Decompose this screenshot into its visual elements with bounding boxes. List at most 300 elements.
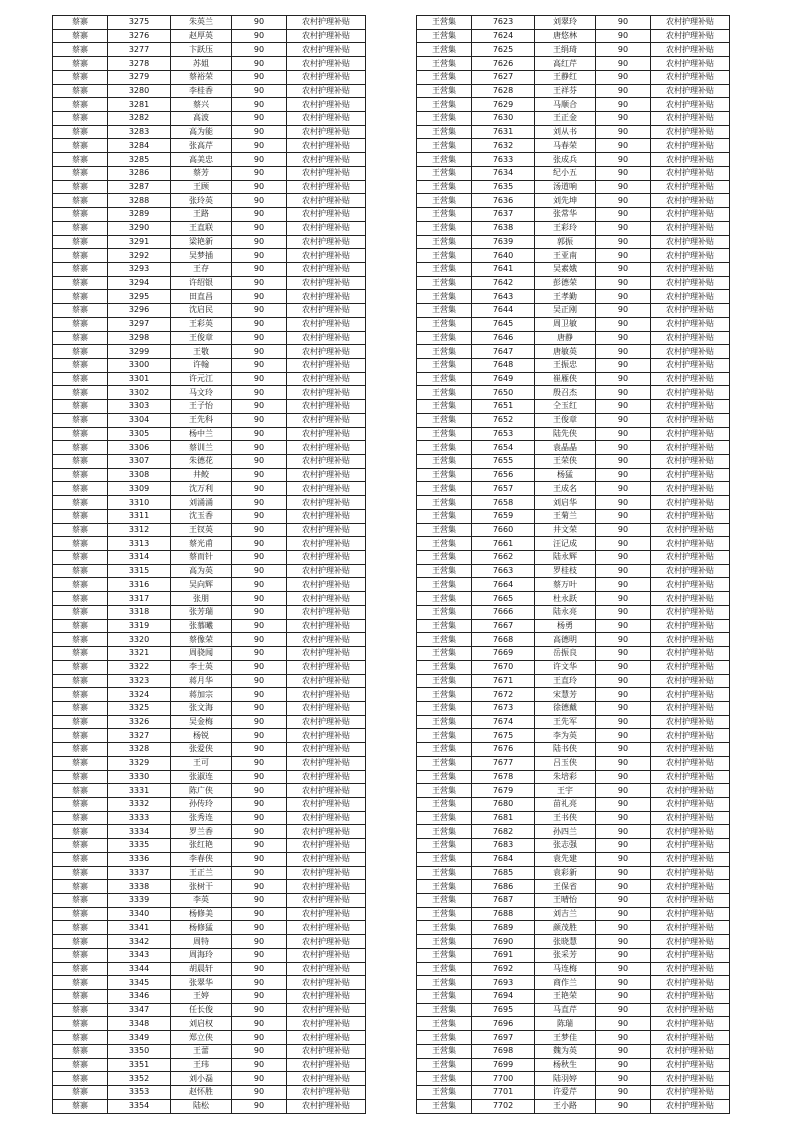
table-row bbox=[417, 139, 730, 153]
amount-cell: 90 bbox=[596, 317, 651, 331]
subsidy-type-cell: 农村护理补贴 bbox=[651, 139, 730, 153]
serial-number-cell: 7625 bbox=[472, 43, 535, 57]
serial-number-cell: 7631 bbox=[472, 125, 535, 139]
subsidy-type-cell: 农村护理补贴 bbox=[651, 605, 730, 619]
subsidy-type-cell: 农村护理补贴 bbox=[287, 16, 366, 30]
name-cell: 马连梅 bbox=[535, 962, 596, 976]
subsidy-type-cell: 农村护理补贴 bbox=[651, 194, 730, 208]
name-cell: 汪记成 bbox=[535, 537, 596, 551]
serial-number-cell: 3331 bbox=[108, 784, 171, 798]
name-cell: 蔡芳 bbox=[171, 166, 232, 180]
village-cell: 蔡寨 bbox=[53, 523, 108, 537]
subsidy-type-cell: 农村护理补贴 bbox=[287, 372, 366, 386]
table-row bbox=[417, 825, 730, 839]
serial-number-cell: 7650 bbox=[472, 386, 535, 400]
amount-cell: 90 bbox=[596, 139, 651, 153]
subsidy-type-cell: 农村护理补贴 bbox=[287, 756, 366, 770]
village-cell: 蔡寨 bbox=[53, 1031, 108, 1045]
amount-cell: 90 bbox=[232, 29, 287, 43]
amount-cell: 90 bbox=[232, 935, 287, 949]
village-cell: 王营集 bbox=[417, 688, 472, 702]
village-cell: 蔡寨 bbox=[53, 797, 108, 811]
subsidy-type-cell: 农村护理补贴 bbox=[287, 674, 366, 688]
village-cell: 王营集 bbox=[417, 70, 472, 84]
subsidy-type-cell: 农村护理补贴 bbox=[651, 715, 730, 729]
subsidy-type-cell: 农村护理补贴 bbox=[287, 1072, 366, 1086]
table-row bbox=[53, 413, 366, 427]
table-row bbox=[53, 523, 366, 537]
village-cell: 蔡寨 bbox=[53, 660, 108, 674]
name-cell: 袁彩新 bbox=[535, 866, 596, 880]
serial-number-cell: 3325 bbox=[108, 701, 171, 715]
table-row bbox=[417, 317, 730, 331]
subsidy-type-cell: 农村护理补贴 bbox=[651, 235, 730, 249]
village-cell: 蔡寨 bbox=[53, 427, 108, 441]
name-cell: 王宇 bbox=[535, 784, 596, 798]
name-cell: 王梦佳 bbox=[535, 1031, 596, 1045]
name-cell: 杨猛 bbox=[535, 468, 596, 482]
subsidy-type-cell: 农村护理补贴 bbox=[287, 509, 366, 523]
name-cell: 高红芹 bbox=[535, 57, 596, 71]
serial-number-cell: 3342 bbox=[108, 935, 171, 949]
village-cell: 王营集 bbox=[417, 797, 472, 811]
table-row bbox=[417, 1058, 730, 1072]
table-row bbox=[417, 194, 730, 208]
table-row bbox=[53, 605, 366, 619]
table-row bbox=[417, 948, 730, 962]
table-row bbox=[417, 935, 730, 949]
serial-number-cell: 7629 bbox=[472, 98, 535, 112]
serial-number-cell: 7626 bbox=[472, 57, 535, 71]
table-row bbox=[53, 455, 366, 469]
name-cell: 刘启华 bbox=[535, 496, 596, 510]
table-row bbox=[53, 427, 366, 441]
table-row bbox=[53, 537, 366, 551]
subsidy-type-cell: 农村护理补贴 bbox=[287, 729, 366, 743]
serial-number-cell: 3330 bbox=[108, 770, 171, 784]
amount-cell: 90 bbox=[232, 482, 287, 496]
village-cell: 蔡寨 bbox=[53, 619, 108, 633]
serial-number-cell: 3283 bbox=[108, 125, 171, 139]
name-cell: 王路 bbox=[171, 208, 232, 222]
name-cell: 蒋月华 bbox=[171, 674, 232, 688]
name-cell: 刘小磊 bbox=[171, 1072, 232, 1086]
name-cell: 王荣侠 bbox=[535, 455, 596, 469]
table-row bbox=[53, 1044, 366, 1058]
village-cell: 蔡寨 bbox=[53, 125, 108, 139]
table-row bbox=[53, 811, 366, 825]
name-cell: 许元江 bbox=[171, 372, 232, 386]
village-cell: 王营集 bbox=[417, 262, 472, 276]
village-cell: 王营集 bbox=[417, 29, 472, 43]
serial-number-cell: 7701 bbox=[472, 1086, 535, 1100]
subsidy-type-cell: 农村护理补贴 bbox=[651, 880, 730, 894]
name-cell: 井鲛 bbox=[171, 468, 232, 482]
name-cell: 王俊章 bbox=[171, 331, 232, 345]
subsidy-type-cell: 农村护理补贴 bbox=[287, 743, 366, 757]
serial-number-cell: 7652 bbox=[472, 413, 535, 427]
subsidy-type-cell: 农村护理补贴 bbox=[287, 990, 366, 1004]
name-cell: 王婷 bbox=[171, 990, 232, 1004]
table-row bbox=[53, 743, 366, 757]
village-cell: 王营集 bbox=[417, 180, 472, 194]
village-cell: 王营集 bbox=[417, 98, 472, 112]
table-row bbox=[417, 331, 730, 345]
village-cell: 蔡寨 bbox=[53, 564, 108, 578]
name-cell: 李春侠 bbox=[171, 852, 232, 866]
village-cell: 王营集 bbox=[417, 605, 472, 619]
serial-number-cell: 3294 bbox=[108, 276, 171, 290]
serial-number-cell: 3341 bbox=[108, 921, 171, 935]
name-cell: 马顺合 bbox=[535, 98, 596, 112]
village-cell: 王营集 bbox=[417, 468, 472, 482]
amount-cell: 90 bbox=[596, 249, 651, 263]
subsidy-type-cell: 农村护理补贴 bbox=[651, 1086, 730, 1100]
village-cell: 蔡寨 bbox=[53, 331, 108, 345]
name-cell: 张玲英 bbox=[171, 194, 232, 208]
name-cell: 张树干 bbox=[171, 880, 232, 894]
name-cell: 张朋 bbox=[171, 592, 232, 606]
name-cell: 梁艳新 bbox=[171, 235, 232, 249]
amount-cell: 90 bbox=[596, 715, 651, 729]
subsidy-type-cell: 农村护理补贴 bbox=[287, 866, 366, 880]
village-cell: 蔡寨 bbox=[53, 235, 108, 249]
subsidy-type-cell: 农村护理补贴 bbox=[287, 235, 366, 249]
name-cell: 张红艳 bbox=[171, 839, 232, 853]
serial-number-cell: 3278 bbox=[108, 57, 171, 71]
table-row bbox=[417, 592, 730, 606]
serial-number-cell: 7649 bbox=[472, 372, 535, 386]
name-cell: 吴正刚 bbox=[535, 304, 596, 318]
name-cell: 张翠华 bbox=[171, 976, 232, 990]
table-row bbox=[53, 194, 366, 208]
name-cell: 王钗英 bbox=[171, 523, 232, 537]
amount-cell: 90 bbox=[596, 262, 651, 276]
amount-cell: 90 bbox=[232, 57, 287, 71]
subsidy-type-cell: 农村护理补贴 bbox=[287, 921, 366, 935]
serial-number-cell: 7690 bbox=[472, 935, 535, 949]
amount-cell: 90 bbox=[596, 907, 651, 921]
name-cell: 商作兰 bbox=[535, 976, 596, 990]
village-cell: 王营集 bbox=[417, 523, 472, 537]
subsidy-type-cell: 农村护理补贴 bbox=[287, 1099, 366, 1113]
table-row bbox=[417, 496, 730, 510]
subsidy-type-cell: 农村护理补贴 bbox=[651, 1003, 730, 1017]
serial-number-cell: 3300 bbox=[108, 358, 171, 372]
table-row bbox=[417, 605, 730, 619]
amount-cell: 90 bbox=[232, 990, 287, 1004]
village-cell: 蔡寨 bbox=[53, 276, 108, 290]
name-cell: 王子怡 bbox=[171, 400, 232, 414]
name-cell: 井文荣 bbox=[535, 523, 596, 537]
table-row bbox=[417, 249, 730, 263]
amount-cell: 90 bbox=[232, 907, 287, 921]
name-cell: 陆羽婷 bbox=[535, 1072, 596, 1086]
village-cell: 蔡寨 bbox=[53, 592, 108, 606]
table-row bbox=[417, 235, 730, 249]
amount-cell: 90 bbox=[232, 976, 287, 990]
name-cell: 刘翠玲 bbox=[535, 16, 596, 30]
serial-number-cell: 7693 bbox=[472, 976, 535, 990]
subsidy-type-cell: 农村护理补贴 bbox=[651, 784, 730, 798]
serial-number-cell: 7628 bbox=[472, 84, 535, 98]
table-row bbox=[417, 756, 730, 770]
serial-number-cell: 3320 bbox=[108, 633, 171, 647]
village-cell: 王营集 bbox=[417, 43, 472, 57]
village-cell: 王营集 bbox=[417, 221, 472, 235]
name-cell: 高为英 bbox=[171, 564, 232, 578]
serial-number-cell: 3314 bbox=[108, 551, 171, 565]
subsidy-type-cell: 农村护理补贴 bbox=[651, 990, 730, 1004]
table-row bbox=[53, 57, 366, 71]
village-cell: 蔡寨 bbox=[53, 976, 108, 990]
subsidy-type-cell: 农村护理补贴 bbox=[287, 98, 366, 112]
table-row bbox=[53, 372, 366, 386]
subsidy-type-cell: 农村护理补贴 bbox=[287, 633, 366, 647]
serial-number-cell: 7684 bbox=[472, 852, 535, 866]
village-cell: 王营集 bbox=[417, 647, 472, 661]
name-cell: 王亚南 bbox=[535, 249, 596, 263]
serial-number-cell: 3297 bbox=[108, 317, 171, 331]
serial-number-cell: 7669 bbox=[472, 647, 535, 661]
subsidy-type-cell: 农村护理补贴 bbox=[287, 125, 366, 139]
serial-number-cell: 3284 bbox=[108, 139, 171, 153]
village-cell: 蔡寨 bbox=[53, 468, 108, 482]
village-cell: 蔡寨 bbox=[53, 852, 108, 866]
serial-number-cell: 3305 bbox=[108, 427, 171, 441]
name-cell: 蔡光甫 bbox=[171, 537, 232, 551]
table-row bbox=[417, 262, 730, 276]
subsidy-type-cell: 农村护理补贴 bbox=[287, 427, 366, 441]
subsidy-type-cell: 农村护理补贴 bbox=[287, 647, 366, 661]
table-row bbox=[417, 866, 730, 880]
subsidy-type-cell: 农村护理补贴 bbox=[287, 715, 366, 729]
subsidy-type-cell: 农村护理补贴 bbox=[287, 907, 366, 921]
serial-number-cell: 7658 bbox=[472, 496, 535, 510]
village-cell: 蔡寨 bbox=[53, 221, 108, 235]
name-cell: 魏为英 bbox=[535, 1044, 596, 1058]
subsidy-type-cell: 农村护理补贴 bbox=[287, 976, 366, 990]
table-row bbox=[417, 674, 730, 688]
serial-number-cell: 3352 bbox=[108, 1072, 171, 1086]
name-cell: 张爱侠 bbox=[171, 743, 232, 757]
table-row bbox=[53, 866, 366, 880]
name-cell: 蔡兴 bbox=[171, 98, 232, 112]
table-row bbox=[53, 784, 366, 798]
amount-cell: 90 bbox=[596, 84, 651, 98]
village-cell: 王营集 bbox=[417, 427, 472, 441]
table-row bbox=[53, 551, 366, 565]
amount-cell: 90 bbox=[232, 468, 287, 482]
village-cell: 蔡寨 bbox=[53, 57, 108, 71]
amount-cell: 90 bbox=[596, 1058, 651, 1072]
subsidy-type-cell: 农村护理补贴 bbox=[651, 16, 730, 30]
subsidy-type-cell: 农村护理补贴 bbox=[287, 688, 366, 702]
village-cell: 王营集 bbox=[417, 413, 472, 427]
subsidy-type-cell: 农村护理补贴 bbox=[651, 468, 730, 482]
serial-number-cell: 7687 bbox=[472, 894, 535, 908]
amount-cell: 90 bbox=[596, 221, 651, 235]
amount-cell: 90 bbox=[232, 43, 287, 57]
table-row bbox=[53, 948, 366, 962]
table-row bbox=[417, 57, 730, 71]
amount-cell: 90 bbox=[232, 194, 287, 208]
subsidy-type-cell: 农村护理补贴 bbox=[287, 811, 366, 825]
name-cell: 蔡万叶 bbox=[535, 578, 596, 592]
serial-number-cell: 7633 bbox=[472, 153, 535, 167]
table-row bbox=[417, 1099, 730, 1113]
village-cell: 王营集 bbox=[417, 770, 472, 784]
subsidy-type-cell: 农村护理补贴 bbox=[651, 43, 730, 57]
amount-cell: 90 bbox=[232, 70, 287, 84]
amount-cell: 90 bbox=[232, 358, 287, 372]
subsidy-type-cell: 农村护理补贴 bbox=[287, 249, 366, 263]
name-cell: 田直昌 bbox=[171, 290, 232, 304]
village-cell: 王营集 bbox=[417, 249, 472, 263]
serial-number-cell: 3345 bbox=[108, 976, 171, 990]
serial-number-cell: 7654 bbox=[472, 441, 535, 455]
serial-number-cell: 3323 bbox=[108, 674, 171, 688]
amount-cell: 90 bbox=[232, 1058, 287, 1072]
table-row bbox=[53, 990, 366, 1004]
village-cell: 蔡寨 bbox=[53, 455, 108, 469]
serial-number-cell: 7642 bbox=[472, 276, 535, 290]
table-row bbox=[417, 990, 730, 1004]
table-row bbox=[417, 1072, 730, 1086]
amount-cell: 90 bbox=[596, 839, 651, 853]
table-row bbox=[417, 715, 730, 729]
amount-cell: 90 bbox=[596, 688, 651, 702]
amount-cell: 90 bbox=[232, 98, 287, 112]
serial-number-cell: 7699 bbox=[472, 1058, 535, 1072]
table-row bbox=[417, 880, 730, 894]
amount-cell: 90 bbox=[596, 413, 651, 427]
village-cell: 蔡寨 bbox=[53, 1072, 108, 1086]
village-cell: 蔡寨 bbox=[53, 990, 108, 1004]
table-row bbox=[417, 660, 730, 674]
amount-cell: 90 bbox=[596, 770, 651, 784]
table-row bbox=[417, 701, 730, 715]
subsidy-type-cell: 农村护理补贴 bbox=[287, 1031, 366, 1045]
amount-cell: 90 bbox=[596, 729, 651, 743]
subsidy-type-cell: 农村护理补贴 bbox=[651, 262, 730, 276]
table-row bbox=[417, 784, 730, 798]
name-cell: 朱培彩 bbox=[535, 770, 596, 784]
amount-cell: 90 bbox=[232, 729, 287, 743]
village-cell: 王营集 bbox=[417, 358, 472, 372]
village-cell: 蔡寨 bbox=[53, 784, 108, 798]
table-row bbox=[417, 345, 730, 359]
subsidy-type-cell: 农村护理补贴 bbox=[287, 784, 366, 798]
village-cell: 王营集 bbox=[417, 482, 472, 496]
village-cell: 蔡寨 bbox=[53, 880, 108, 894]
amount-cell: 90 bbox=[596, 894, 651, 908]
serial-number-cell: 7691 bbox=[472, 948, 535, 962]
subsidy-type-cell: 农村护理补贴 bbox=[651, 441, 730, 455]
table-row bbox=[53, 16, 366, 30]
name-cell: 杨修猛 bbox=[171, 921, 232, 935]
name-cell: 刘吉兰 bbox=[535, 907, 596, 921]
subsidy-type-cell: 农村护理补贴 bbox=[651, 1072, 730, 1086]
amount-cell: 90 bbox=[596, 180, 651, 194]
serial-number-cell: 3340 bbox=[108, 907, 171, 921]
name-cell: 王艳荣 bbox=[535, 990, 596, 1004]
name-cell: 张高芹 bbox=[171, 139, 232, 153]
subsidy-type-cell: 农村护理补贴 bbox=[287, 482, 366, 496]
amount-cell: 90 bbox=[232, 1031, 287, 1045]
serial-number-cell: 3338 bbox=[108, 880, 171, 894]
subsidy-type-cell: 农村护理补贴 bbox=[651, 935, 730, 949]
amount-cell: 90 bbox=[232, 948, 287, 962]
village-cell: 蔡寨 bbox=[53, 139, 108, 153]
village-cell: 王营集 bbox=[417, 57, 472, 71]
serial-number-cell: 7674 bbox=[472, 715, 535, 729]
village-cell: 蔡寨 bbox=[53, 1058, 108, 1072]
serial-number-cell: 3337 bbox=[108, 866, 171, 880]
name-cell: 彭德荣 bbox=[535, 276, 596, 290]
name-cell: 陈广侠 bbox=[171, 784, 232, 798]
name-cell: 周特 bbox=[171, 935, 232, 949]
amount-cell: 90 bbox=[596, 1099, 651, 1113]
subsidy-type-cell: 农村护理补贴 bbox=[651, 948, 730, 962]
name-cell: 刘涌涌 bbox=[171, 496, 232, 510]
table-row bbox=[53, 921, 366, 935]
amount-cell: 90 bbox=[232, 139, 287, 153]
village-cell: 王营集 bbox=[417, 537, 472, 551]
subsidy-type-cell: 农村护理补贴 bbox=[651, 372, 730, 386]
village-cell: 王营集 bbox=[417, 701, 472, 715]
subsidy-type-cell: 农村护理补贴 bbox=[287, 825, 366, 839]
amount-cell: 90 bbox=[596, 1086, 651, 1100]
amount-cell: 90 bbox=[596, 482, 651, 496]
serial-number-cell: 7632 bbox=[472, 139, 535, 153]
serial-number-cell: 3335 bbox=[108, 839, 171, 853]
subsidy-type-cell: 农村护理补贴 bbox=[287, 1003, 366, 1017]
subsidy-type-cell: 农村护理补贴 bbox=[651, 564, 730, 578]
subsidy-type-cell: 农村护理补贴 bbox=[651, 153, 730, 167]
village-cell: 蔡寨 bbox=[53, 400, 108, 414]
village-cell: 王营集 bbox=[417, 1072, 472, 1086]
table-row bbox=[417, 839, 730, 853]
table-row bbox=[53, 825, 366, 839]
table-row bbox=[417, 537, 730, 551]
serial-number-cell: 3304 bbox=[108, 413, 171, 427]
village-cell: 蔡寨 bbox=[53, 948, 108, 962]
village-cell: 蔡寨 bbox=[53, 935, 108, 949]
subsidy-type-cell: 农村护理补贴 bbox=[287, 496, 366, 510]
table-row bbox=[53, 221, 366, 235]
table-row bbox=[417, 976, 730, 990]
serial-number-cell: 3293 bbox=[108, 262, 171, 276]
serial-number-cell: 3318 bbox=[108, 605, 171, 619]
serial-number-cell: 3303 bbox=[108, 400, 171, 414]
serial-number-cell: 7655 bbox=[472, 455, 535, 469]
serial-number-cell: 7641 bbox=[472, 262, 535, 276]
table-row bbox=[53, 468, 366, 482]
table-row bbox=[53, 276, 366, 290]
amount-cell: 90 bbox=[232, 660, 287, 674]
table-row bbox=[417, 551, 730, 565]
subsidy-type-cell: 农村护理补贴 bbox=[287, 1058, 366, 1072]
table-row bbox=[417, 578, 730, 592]
village-cell: 王营集 bbox=[417, 948, 472, 962]
subsidy-type-cell: 农村护理补贴 bbox=[651, 578, 730, 592]
amount-cell: 90 bbox=[596, 852, 651, 866]
amount-cell: 90 bbox=[232, 770, 287, 784]
name-cell: 王振忠 bbox=[535, 358, 596, 372]
serial-number-cell: 3327 bbox=[108, 729, 171, 743]
subsidy-type-cell: 农村护理补贴 bbox=[287, 413, 366, 427]
